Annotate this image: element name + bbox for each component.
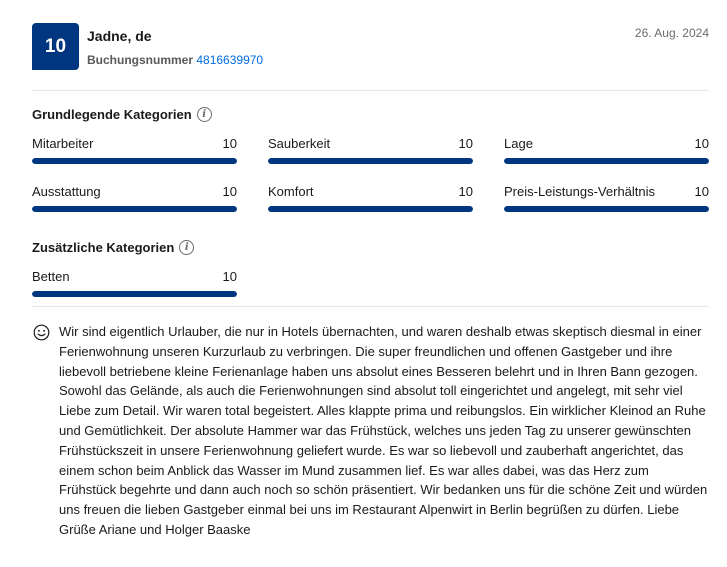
basic-categories-title bbox=[32, 107, 212, 122]
category-score: 10 bbox=[458, 136, 473, 151]
category-bar bbox=[32, 291, 237, 297]
category-mitarbeiter bbox=[32, 136, 237, 164]
category-label: Betten bbox=[32, 269, 70, 284]
booking-number-link[interactable]: 4816639970 bbox=[196, 53, 264, 67]
category-komfort bbox=[268, 184, 473, 212]
category-score: 10 bbox=[222, 269, 237, 284]
category-bar bbox=[32, 158, 237, 164]
category-label: Sauberkeit bbox=[268, 136, 331, 151]
category-bar-fill bbox=[268, 206, 473, 212]
category-preis-leistung bbox=[504, 184, 709, 212]
booking-info bbox=[87, 53, 263, 67]
category-label: Komfort bbox=[268, 184, 314, 199]
guest-name: Jadne, de bbox=[87, 28, 152, 44]
divider bbox=[32, 90, 709, 91]
booking-number-label: Buchungsnummer bbox=[87, 53, 194, 67]
category-score: 10 bbox=[694, 136, 709, 151]
category-bar-fill bbox=[32, 158, 237, 164]
category-bar-fill bbox=[504, 206, 709, 212]
category-bar-fill bbox=[32, 291, 237, 297]
category-label: Ausstattung bbox=[32, 184, 101, 199]
category-bar bbox=[504, 158, 709, 164]
smiley-icon bbox=[33, 324, 50, 341]
review-positive-text: Wir sind eigentlich Urlauber, die nur in Hotels übernachten, und waren deshalb etwas skeptisch diesmal in einer Ferienwohnung unseren Kurzurlaub zu verbringen. Die super freundlichen und offenen Gastgeber und ihre liebevoll betriebene kleine Ferienanlage haben uns absolut eines Besseren belehrt und in Ihren Bann gezogen. Sowohl das Gelände, als auch die Ferienwohnungen sind absolut toll eingerichtet und angelegt, mit sehr viel Liebe zum Detail. Wir waren total begeistert. Alles klappte prima und reibungslos. Ein wirklicher Kleinod an Ruhe und Gemütlichkeit. Der absolute Hammer war das Frühstück, welches uns jeden Tag zu unserer gewünschten Frühstückszeit in unsere Ferienwohnung geliefert wurde. Es war so liebevoll und zauberhaft angerichtet, das einem schon beim Anblick das Wasser im Mund zusammen lief. Es war alles dabei, was das Herz zum Frühstück begehrte und dann auch noch so schön präsentiert. Wir bedanken uns für die schöne Zeit und würden uns freuen die lieben Gastgeber einmal bei uns im Restaurant Alpenwirt in Berlin begrüßen zu dürfen. Liebe Grüße Ariane und Holger Baaske bbox=[59, 324, 708, 537]
basic-categories-heading: Grundlegende Kategorien bbox=[32, 107, 192, 122]
review-date: 26. Aug. 2024 bbox=[634, 26, 709, 40]
category-bar-fill bbox=[504, 158, 709, 164]
category-bar bbox=[268, 158, 473, 164]
category-bar-fill bbox=[268, 158, 473, 164]
category-score: 10 bbox=[222, 184, 237, 199]
category-score: 10 bbox=[222, 136, 237, 151]
category-score: 10 bbox=[694, 184, 709, 199]
category-ausstattung bbox=[32, 184, 237, 212]
category-label: Mitarbeiter bbox=[32, 136, 94, 151]
category-sauberkeit bbox=[268, 136, 473, 164]
category-score: 10 bbox=[458, 184, 473, 199]
info-icon[interactable]: i bbox=[179, 240, 194, 255]
category-bar-fill bbox=[32, 206, 237, 212]
category-lage bbox=[504, 136, 709, 164]
category-bar bbox=[504, 206, 709, 212]
category-bar bbox=[268, 206, 473, 212]
divider bbox=[32, 306, 709, 307]
category-label: Lage bbox=[504, 136, 533, 151]
extra-categories-title bbox=[32, 240, 194, 255]
info-icon[interactable]: i bbox=[197, 107, 212, 122]
category-label: Preis-Leistungs-Verhältnis bbox=[504, 184, 656, 199]
category-betten bbox=[32, 269, 237, 297]
review-score-badge: 10 bbox=[32, 23, 79, 70]
extra-categories-heading: Zusätzliche Kategorien bbox=[32, 240, 175, 255]
category-bar bbox=[32, 206, 237, 212]
